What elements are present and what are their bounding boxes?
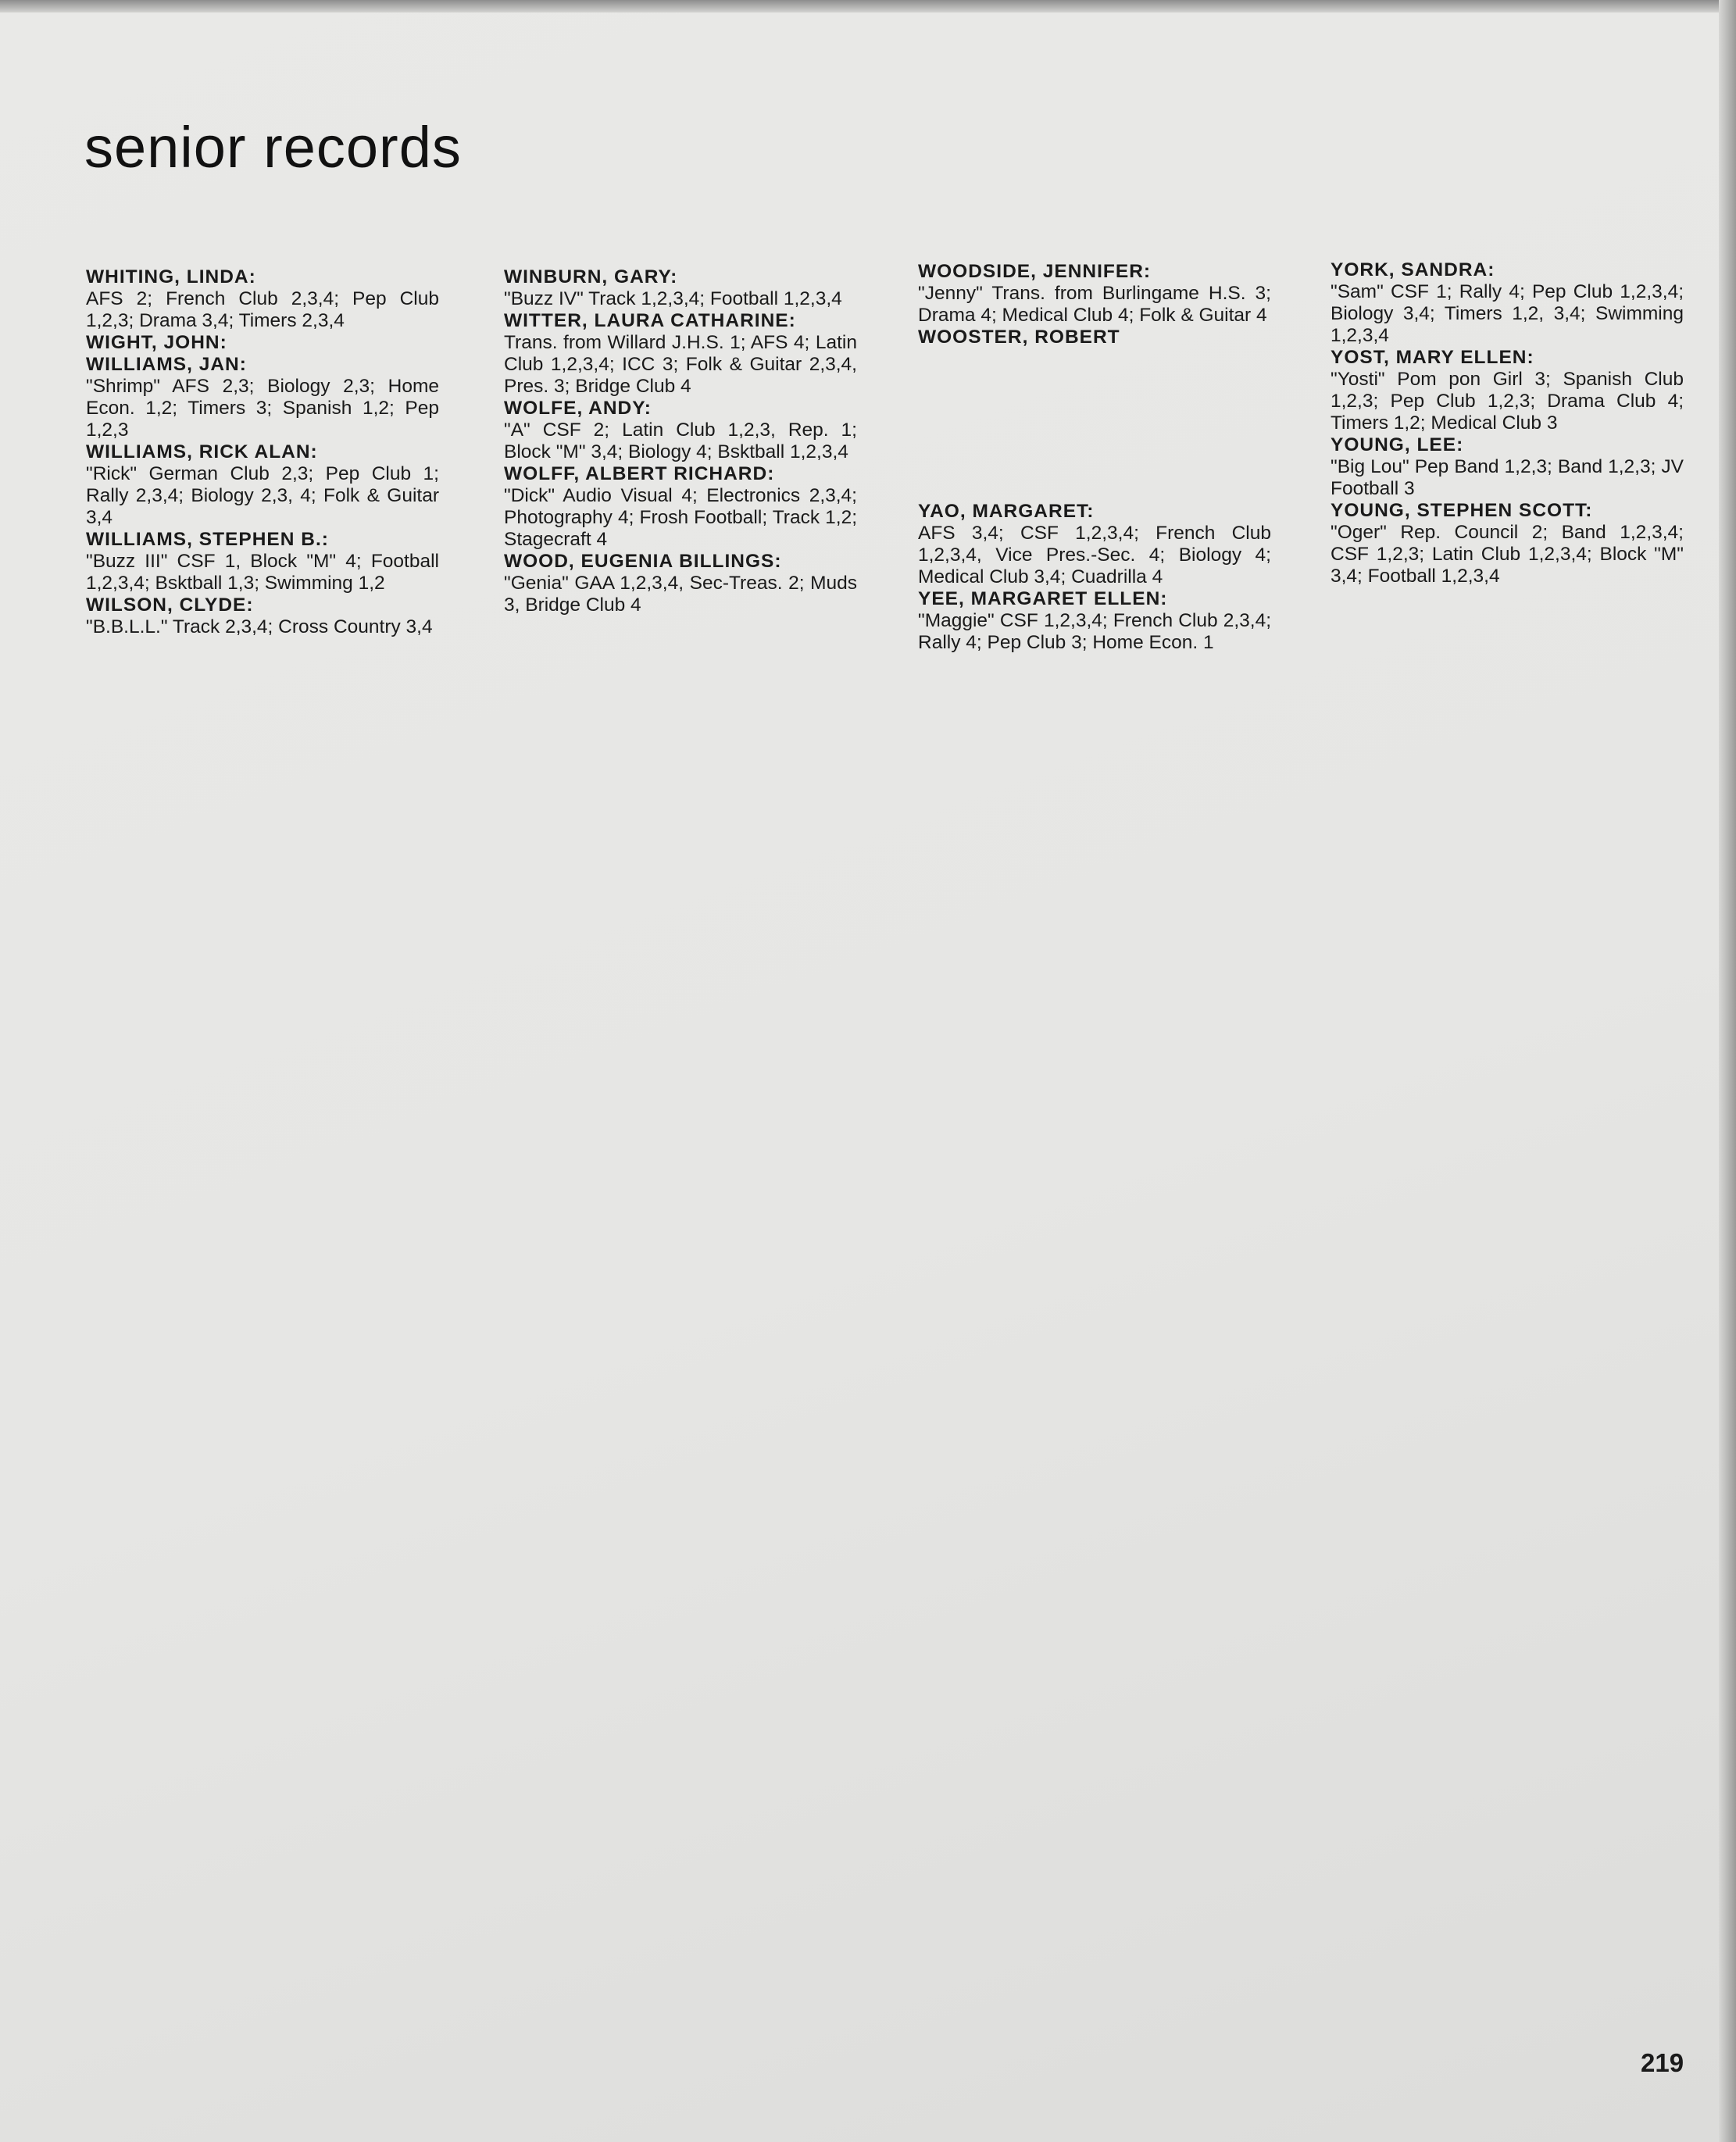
student-activities: AFS 2; French Club 2,3,4; Pep Club 1,2,3; Drama 3,4; Timers 2,3,4 [86, 288, 439, 331]
student-name: WILSON, CLYDE: [86, 594, 254, 616]
page-number: 219 [1641, 2048, 1684, 2077]
records-column-1 [86, 266, 439, 638]
student-activities: "Big Lou" Pep Band 1,2,3; Band 1,2,3; JV Football 3 [1331, 456, 1684, 499]
senior-record-entry [86, 594, 439, 638]
senior-record-entry [504, 463, 857, 551]
student-activities: "Buzz III" CSF 1, Block "M" 4; Football 1,2,3,4; Bsktball 1,3; Swimming 1,2 [86, 551, 439, 594]
student-name: WOODSIDE, JENNIFER: [918, 261, 1152, 282]
senior-record-entry [918, 501, 1271, 588]
student-activities: "Rick" German Club 2,3; Pep Club 1; Rally 2,3,4; Biology 2,3, 4; Folk & Guitar 3,4 [86, 463, 439, 528]
records-column-4 [1331, 259, 1684, 587]
student-activities: "Dick" Audio Visual 4; Electronics 2,3,4; Photography 4; Frosh Football; Track 1,2; Stagecraft 4 [504, 485, 857, 550]
student-activities: "Shrimp" AFS 2,3; Biology 2,3; Home Econ. 1,2; Timers 3; Spanish 1,2; Pep 1,2,3 [86, 376, 439, 441]
student-activities: "Oger" Rep. Council 2; Band 1,2,3,4; CSF 1,2,3; Latin Club 1,2,3,4; Block "M" 3,4; Football 1,2,3,4 [1331, 522, 1684, 587]
student-activities: "Sam" CSF 1; Rally 4; Pep Club 1,2,3,4; Biology 3,4; Timers 1,2, 3,4; Swimming 1,2,3,4 [1331, 281, 1684, 346]
senior-record-entry [86, 529, 439, 594]
student-name: WOOSTER, ROBERT [918, 327, 1120, 348]
records-column-2 [504, 266, 857, 616]
document-page [0, 12, 1719, 2142]
student-activities: "A" CSF 2; Latin Club 1,2,3, Rep. 1; Block "M" 3,4; Biology 4; Bsktball 1,2,3,4 [504, 419, 857, 462]
student-name: YOUNG, STEPHEN SCOTT: [1331, 500, 1593, 521]
student-name: WINBURN, GARY: [504, 266, 678, 287]
student-name: WITTER, LAURA CATHARINE: [504, 310, 796, 331]
student-activities: Trans. from Willard J.H.S. 1; AFS 4; Latin Club 1,2,3,4; ICC 3; Folk & Guitar 2,3,4, Pres. 3; Bridge Club 4 [504, 332, 857, 397]
student-name: WOLFF, ALBERT RICHARD: [504, 463, 775, 484]
records-column-3-lower [918, 501, 1271, 654]
student-name: WHITING, LINDA: [86, 266, 256, 287]
student-name: YOUNG, LEE: [1331, 434, 1464, 455]
scan-right-edge [1719, 0, 1736, 2142]
senior-record-entry [504, 551, 857, 616]
student-activities: "Genia" GAA 1,2,3,4, Sec-Treas. 2; Muds 3, Bridge Club 4 [504, 573, 857, 616]
senior-record-entry [1331, 434, 1684, 500]
student-activities: AFS 3,4; CSF 1,2,3,4; French Club 1,2,3,4, Vice Pres.-Sec. 4; Biology 4; Medical Club 3,4; Cuadrilla 4 [918, 523, 1271, 587]
student-activities: "Maggie" CSF 1,2,3,4; French Club 2,3,4; Rally 4; Pep Club 3; Home Econ. 1 [918, 610, 1271, 653]
senior-record-entry [86, 332, 439, 354]
records-column-3 [918, 261, 1271, 348]
student-name: WOOD, EUGENIA BILLINGS: [504, 551, 782, 572]
student-activities: "Buzz IV" Track 1,2,3,4; Football 1,2,3,4 [504, 288, 842, 309]
student-activities: "Yosti" Pom pon Girl 3; Spanish Club 1,2,3; Pep Club 1,2,3; Drama Club 4; Timers 1,2; Medical Club 3 [1331, 369, 1684, 434]
student-activities: "Jenny" Trans. from Burlingame H.S. 3; Drama 4; Medical Club 4; Folk & Guitar 4 [918, 283, 1271, 326]
senior-record-entry [504, 266, 857, 310]
student-name: YOST, MARY ELLEN: [1331, 347, 1534, 368]
student-name: YAO, MARGARET: [918, 501, 1095, 522]
student-name: WOLFE, ANDY: [504, 398, 652, 419]
scan-top-edge [0, 0, 1736, 12]
senior-record-entry [504, 398, 857, 463]
student-activities: "B.B.L.L." Track 2,3,4; Cross Country 3,4 [86, 616, 433, 637]
senior-record-entry [918, 588, 1271, 654]
page-title: senior records [84, 115, 462, 180]
student-name: WIGHT, JOHN: [86, 332, 227, 353]
student-name: WILLIAMS, RICK ALAN: [86, 441, 318, 462]
senior-record-entry [86, 441, 439, 529]
senior-record-entry [918, 261, 1271, 327]
student-name: WILLIAMS, STEPHEN B.: [86, 529, 329, 550]
senior-record-entry [1331, 500, 1684, 587]
student-name: YORK, SANDRA: [1331, 259, 1495, 280]
student-name: WILLIAMS, JAN: [86, 354, 247, 375]
senior-record-entry [86, 266, 439, 332]
senior-record-entry [918, 327, 1271, 348]
senior-record-entry [86, 354, 439, 441]
senior-record-entry [504, 310, 857, 398]
senior-record-entry [1331, 347, 1684, 434]
student-name: YEE, MARGARET ELLEN: [918, 588, 1168, 609]
senior-record-entry [1331, 259, 1684, 347]
